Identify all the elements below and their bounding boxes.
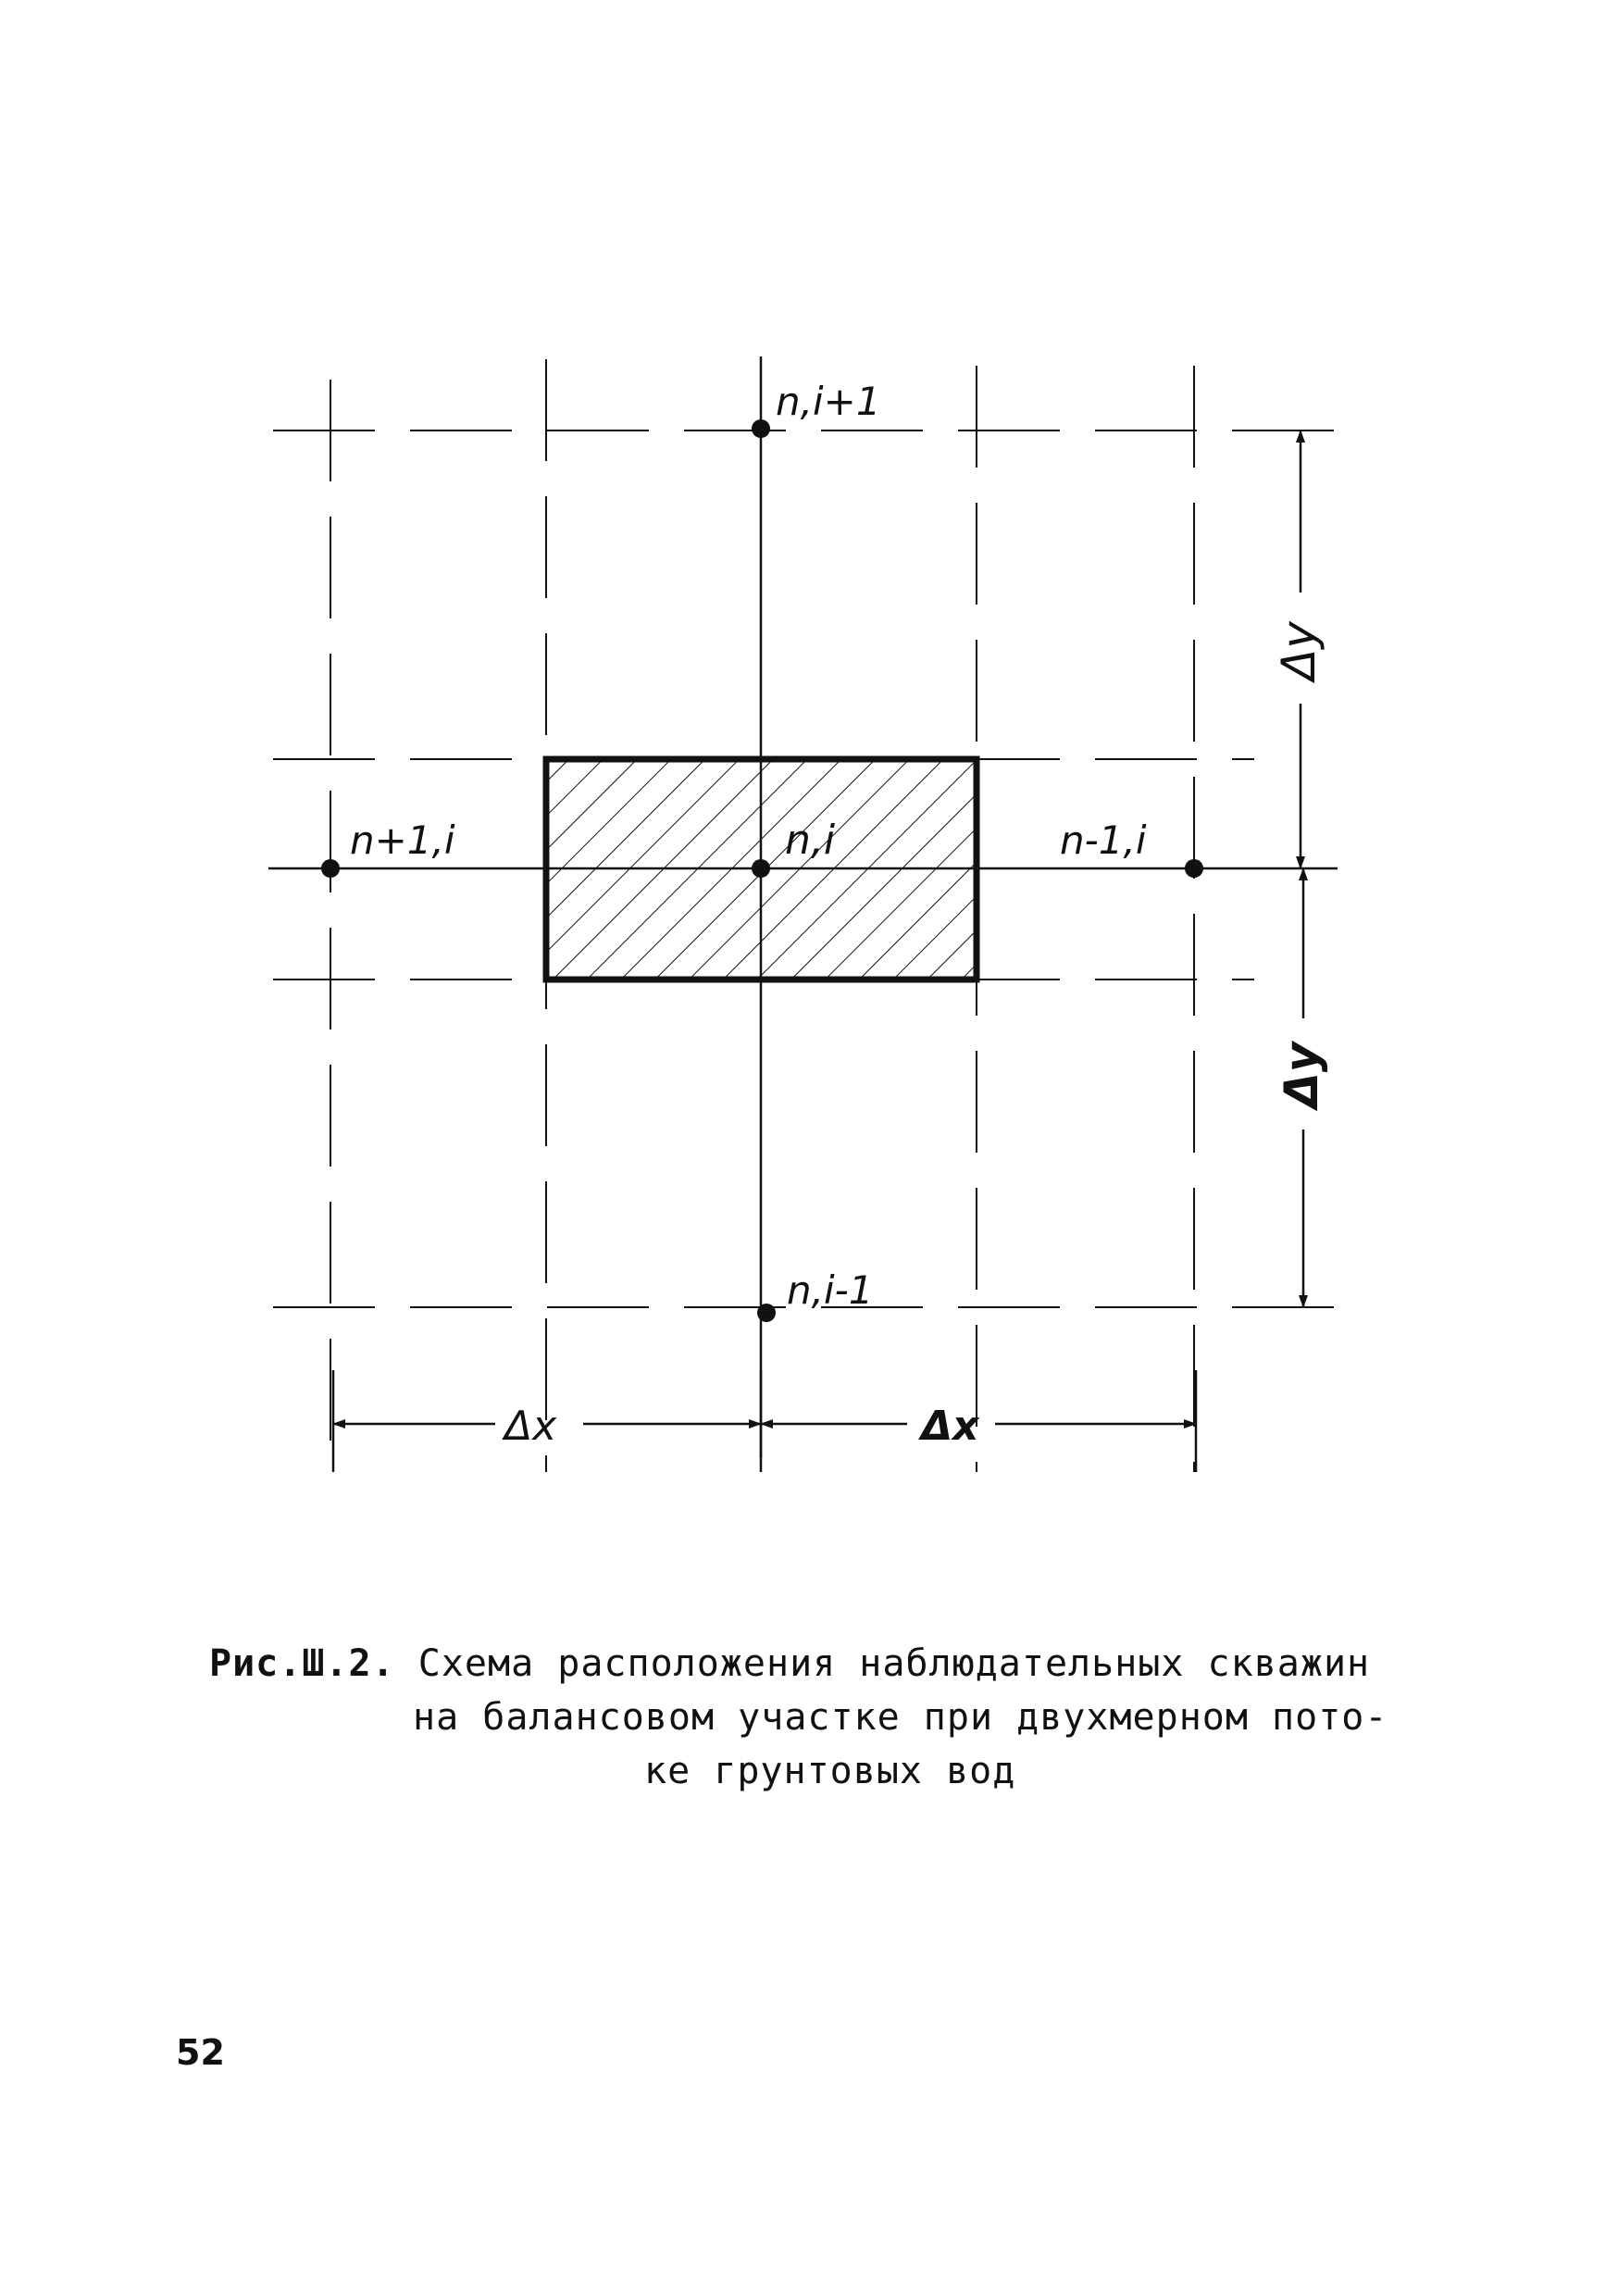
dimension-dx [333,1370,1196,1472]
node-dot-bottom [757,1304,776,1322]
node-label-top: n,i+1 [776,379,881,424]
caption-prefix: Рис.Ш.2. [209,1642,395,1685]
node-label-bottom: n,i-1 [787,1267,874,1313]
node-dot-top [752,419,770,438]
node-label-right: n-1,i [1060,817,1147,863]
node-dot-left [321,859,340,878]
caption-line-2: на балансовом участке при двухмерном пото- [413,1696,1388,1739]
caption-line-1 [209,1637,1370,1691]
dimension-dx-right-label: Δx [921,1403,979,1450]
node-dot-center [752,859,770,878]
node-label-left: n+1,i [350,817,455,863]
page-number: 52 [176,2032,225,2073]
node-dot-right [1185,859,1203,878]
caption-text-line-1: Схема расположения наблюдательных скважин [417,1642,1371,1685]
dimension-dy-bottom-label: Δy [1275,1042,1328,1108]
dimension-dy-top-label: Δy [1272,621,1326,680]
dimension-dx-left-label: Δx [504,1403,557,1450]
caption-line-3: ке грунтовых вод [644,1750,1016,1792]
node-label-center: n,i [785,817,836,864]
